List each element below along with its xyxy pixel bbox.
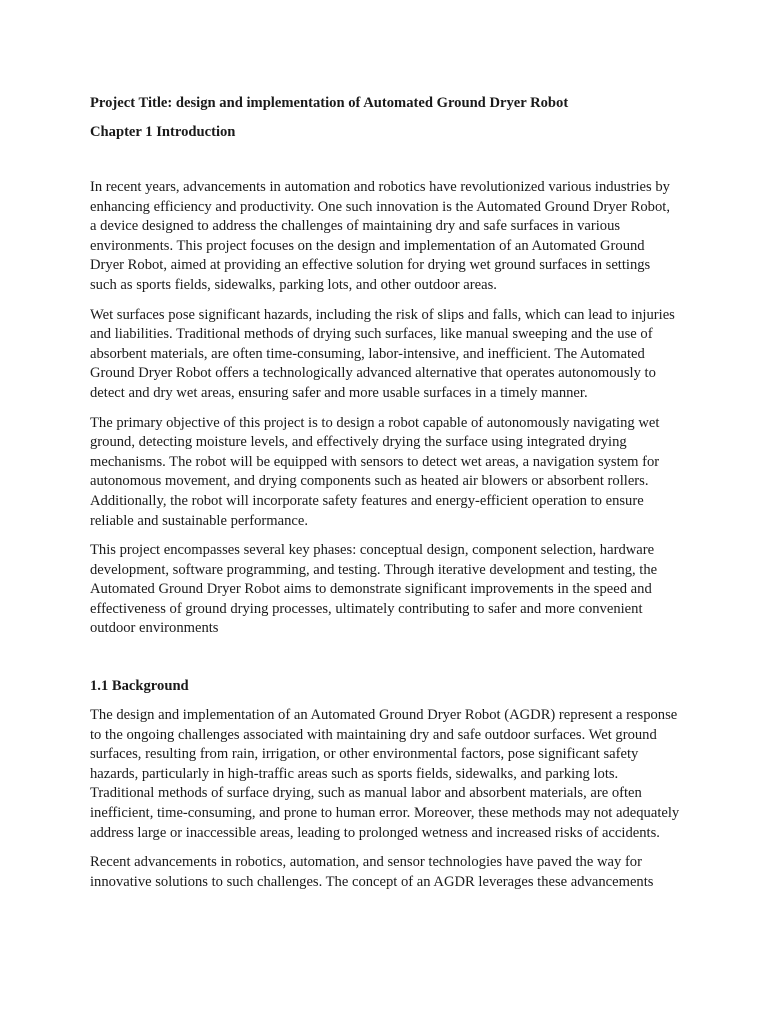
background-paragraph-2: Recent advancements in robotics, automation, and sensor technologies have paved the way for innovative solutions to such challenges. The concept of an AGDR leverages these advancements xyxy=(90,854,654,890)
intro-paragraph-1: In recent years, advancements in automation and robotics have revolutionized various industries by enhancing efficiency and productivity. One such innovation is the Automated Ground Dryer Robot, a device designed to address the challenges of maintaining dry and safe surfaces in various environments. This project focuses on the design and implementation of an Automated Ground Dryer Robot, aimed at providing an effective solution for drying wet ground surfaces in settings such as sports fields, sidewalks, parking lots, and other outdoor areas. xyxy=(90,179,670,293)
intro-paragraph-3: The primary objective of this project is to design a robot capable of autonomously navigating wet ground, detecting moisture levels, and effectively drying the surface using integrated drying mechanisms. The robot will be equipped with sensors to detect wet areas, a navigation system for autonomous movement, and drying components such as heated air blowers or absorbent rollers. Additionally, the robot will incorporate safety features and energy-efficient operation to ensure reliable and sustainable performance. xyxy=(90,414,660,529)
chapter-title: Chapter 1 Introduction xyxy=(90,124,236,140)
section-title-background: 1.1 Background xyxy=(90,678,189,695)
project-title: Project Title: design and implementation of Automated Ground Dryer Robot xyxy=(90,95,569,111)
intro-paragraph-2: Wet surfaces pose significant hazards, including the risk of slips and falls, which can lead to injuries and liabilities. Traditional methods of drying such surfaces, like manual sweeping and the use of absorbent materials, are often time-consuming, labor-intensive, and inefficient. The Automated Ground Dryer Robot offers a technologically advanced alternative that operates autonomously to detect and dry wet areas, ensuring safer and more usable surfaces in a timely manner. xyxy=(90,306,675,401)
background-paragraph-1: The design and implementation of an Automated Ground Dryer Robot (AGDR) represent a response to the ongoing challenges associated with maintaining dry and safe outdoor surfaces. Wet ground surfaces, resulting from rain, irrigation, or other environmental factors, pose significant safety hazards, particularly in high-traffic areas such as sports fields, sidewalks, and parking lots. Traditional methods of surface drying, such as manual labor and absorbent materials, are often inefficient, time-consuming, and prone to human error. Moreover, these methods may not adequately address large or inaccessible areas, leading to prolonged wetness and increased risks of accidents. xyxy=(90,707,680,841)
intro-paragraph-4: This project encompasses several key phases: conceptual design, component selection, hardware development, software programming, and testing. Through iterative development and testing, the Automated Ground Dryer Robot aims to demonstrate significant improvements in the speed and effectiveness of ground drying processes, ultimately contributing to safer and more convenient outdoor environments xyxy=(90,542,658,637)
document-page xyxy=(90,94,680,902)
